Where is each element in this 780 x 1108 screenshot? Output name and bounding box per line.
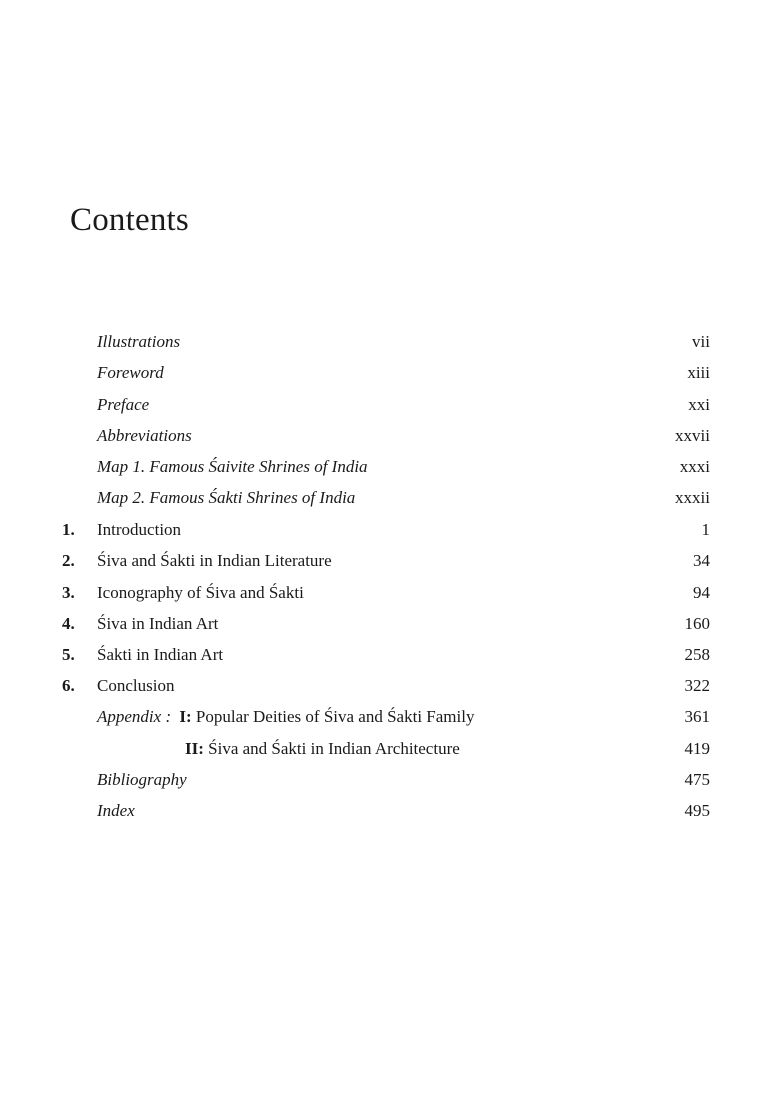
toc-entry-abbreviations[interactable]	[0, 424, 780, 448]
toc-appendix-2[interactable]	[0, 737, 780, 761]
toc-label: Index	[97, 801, 135, 820]
chapter-title: Conclusion	[97, 676, 175, 695]
chapter-number: 3.	[62, 583, 75, 602]
toc-page: 160	[684, 614, 710, 633]
toc-page: 1	[701, 520, 710, 539]
chapter-number: 5.	[62, 645, 75, 664]
appendix-roman: II:	[185, 739, 204, 758]
chapter-number: 2.	[62, 551, 75, 570]
toc-page: vii	[692, 332, 710, 351]
toc-page: xxi	[688, 395, 710, 414]
appendix-prefix: Appendix :	[97, 707, 172, 726]
toc-page: 94	[693, 583, 710, 602]
toc-chapter-1[interactable]	[0, 518, 780, 542]
toc-page: xxxii	[675, 488, 710, 507]
toc-entry-index[interactable]	[0, 799, 780, 823]
toc-entry-foreword[interactable]	[0, 361, 780, 385]
chapter-title: Iconography of Śiva and Śakti	[97, 583, 304, 602]
toc-page: 322	[684, 676, 710, 695]
chapter-title: Introduction	[97, 520, 182, 539]
toc-chapter-3[interactable]	[0, 581, 780, 605]
toc-chapter-4[interactable]	[0, 612, 780, 636]
toc-entry-bibliography[interactable]	[0, 768, 780, 792]
toc-chapter-5[interactable]	[0, 643, 780, 667]
toc-page: 419	[684, 739, 710, 758]
page-title: Contents	[70, 202, 189, 239]
chapter-number: 4.	[62, 614, 75, 633]
toc-page: xxxi	[679, 457, 710, 476]
chapter-title: Śiva in Indian Art	[97, 614, 219, 633]
toc-page: 258	[684, 645, 710, 664]
appendix-roman: I:	[179, 707, 192, 726]
toc-label: Map 1. Famous Śaivite Shrines of India	[97, 457, 368, 476]
toc-page: 475	[684, 770, 710, 789]
toc-entry-preface[interactable]	[0, 393, 780, 417]
chapter-title: Śiva and Śakti in Indian Literature	[97, 551, 332, 570]
appendix-entry	[185, 737, 460, 761]
appendix-title: Śiva and Śakti in Indian Architecture	[208, 739, 460, 758]
appendix-entry	[97, 705, 474, 729]
toc-label: Foreword	[97, 363, 164, 382]
toc-page: xxvii	[675, 426, 710, 445]
toc-entry-illustrations[interactable]	[0, 330, 780, 354]
chapter-number: 1.	[62, 520, 75, 539]
toc-page: xiii	[687, 363, 710, 382]
toc-label: Preface	[97, 395, 150, 414]
toc-page: 34	[693, 551, 710, 570]
appendix-title: Popular Deities of Śiva and Śakti Family	[195, 707, 475, 726]
toc-entry-map-2[interactable]	[0, 486, 780, 510]
toc-page: 495	[684, 801, 710, 820]
toc-label: Map 2. Famous Śakti Shrines of India	[97, 488, 356, 507]
toc-entry-map-1[interactable]	[0, 455, 780, 479]
toc-page: 361	[684, 707, 710, 726]
chapter-number: 6.	[62, 676, 75, 695]
chapter-title: Śakti in Indian Art	[97, 645, 224, 664]
toc-label: Illustrations	[97, 332, 181, 351]
toc-label: Bibliography	[97, 770, 187, 789]
toc-chapter-2[interactable]	[0, 549, 780, 573]
toc-appendix-1[interactable]	[0, 705, 780, 729]
toc-chapter-6[interactable]	[0, 674, 780, 698]
toc-label: Abbreviations	[97, 426, 192, 445]
